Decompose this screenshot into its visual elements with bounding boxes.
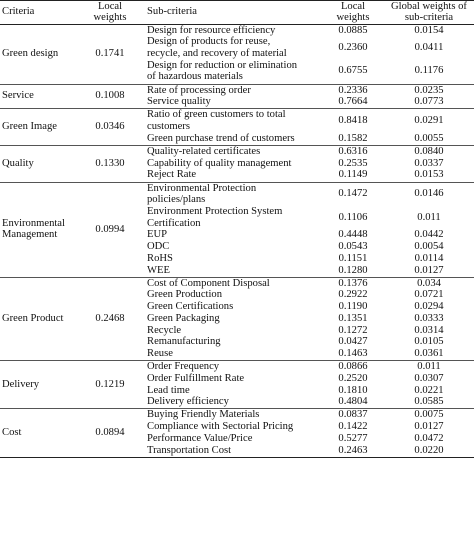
criterion-local-weight: 0.1008 <box>95 90 125 102</box>
sub-criterion-global-weight: 0.0105 <box>414 336 444 348</box>
sub-criterion-name: Reject Rate <box>147 169 197 181</box>
header-local-weights: Local weights <box>93 1 127 23</box>
criterion-local-weight: 0.0894 <box>95 426 125 438</box>
sub-criterion-name: Cost of Component Disposal <box>147 277 270 289</box>
criterion-local-weight: 0.2468 <box>95 312 125 324</box>
sub-criterion-global-weight: 0.0411 <box>414 42 444 54</box>
sub-criterion-global-weight: 0.0127 <box>414 264 444 276</box>
sub-criterion-local-weight: 0.2360 <box>338 42 368 54</box>
sub-criterion-local-weight: 0.2535 <box>338 157 368 169</box>
sub-criterion-local-weight: 0.4804 <box>338 396 368 408</box>
sub-criterion-name: Quality-related certificates <box>147 146 261 157</box>
sub-criterion-local-weight: 0.2922 <box>338 289 368 301</box>
sub-criterion-global-weight: 0.0314 <box>414 324 444 336</box>
criterion-name: Environmental <box>2 217 65 229</box>
sub-criterion-name: Certification <box>147 217 201 229</box>
sub-criterion-local-weight: 0.1463 <box>338 347 368 359</box>
sub-criterion-global-weight: 0.0333 <box>414 312 444 324</box>
table-rule <box>0 457 474 458</box>
sub-criterion-name: Environment Protection System <box>147 206 283 217</box>
header-criteria: Criteria <box>2 6 35 17</box>
sub-criterion-local-weight: 0.1810 <box>338 384 368 396</box>
sub-criterion-local-weight: 0.1472 <box>338 188 368 200</box>
sub-criterion-local-weight: 0.1582 <box>338 132 368 144</box>
sub-criterion-global-weight: 0.0054 <box>414 241 444 253</box>
criterion-local-weight: 0.1741 <box>95 47 125 59</box>
sub-criterion-local-weight: 0.2336 <box>338 84 368 96</box>
sub-criterion-local-weight: 0.1280 <box>338 264 368 276</box>
sub-criterion-local-weight: 0.4448 <box>338 229 368 241</box>
criterion-local-weight: 0.0346 <box>95 121 125 133</box>
sub-criterion-global-weight: 0.0307 <box>414 372 444 384</box>
sub-criterion-global-weight: 0.0235 <box>414 84 444 96</box>
sub-criterion-global-weight: 0.0075 <box>414 409 444 421</box>
sub-criterion-name: Rate of processing order <box>147 84 251 96</box>
sub-criterion-local-weight: 0.6755 <box>338 65 368 77</box>
sub-criterion-global-weight: 0.0361 <box>414 347 444 359</box>
sub-criterion-global-weight: 0.0294 <box>414 301 444 313</box>
criterion-local-weight: 0.1219 <box>95 378 125 390</box>
criterion-local-weight: 0.0994 <box>95 223 125 235</box>
sub-criterion-global-weight: 0.0472 <box>414 432 444 444</box>
sub-criterion-local-weight: 0.0427 <box>338 336 368 348</box>
sub-criterion-local-weight: 0.1422 <box>338 421 368 433</box>
sub-criterion-name: Performance Value/Price <box>147 432 253 444</box>
sub-criterion-local-weight: 0.1106 <box>338 211 368 223</box>
sub-criterion-name: of hazardous materials <box>147 71 243 83</box>
criterion-name: Service <box>2 90 34 102</box>
sub-criterion-name: customers <box>147 121 190 133</box>
sub-criterion-name: Buying Friendly Materials <box>147 409 260 421</box>
sub-criterion-name: recycle, and recovery of material <box>147 47 287 59</box>
sub-criterion-name: Green Packaging <box>147 312 220 324</box>
sub-criterion-name: Reuse <box>147 347 173 359</box>
sub-criterion-global-weight: 0.0337 <box>414 157 444 169</box>
criterion-local-weight: 0.1330 <box>95 157 125 169</box>
sub-criterion-global-weight: 0.0146 <box>414 188 444 200</box>
header-sub-criteria: Sub-criteria <box>147 6 198 17</box>
sub-criterion-local-weight: 0.1272 <box>338 324 368 336</box>
sub-criterion-name: Design of products for reuse, <box>147 36 271 48</box>
sub-criterion-global-weight: 0.0840 <box>414 146 444 157</box>
sub-criterion-name: ODC <box>147 241 170 253</box>
criterion-name: Green Image <box>2 121 57 133</box>
criterion-name: Green Product <box>2 312 64 324</box>
sub-criterion-name: Recycle <box>147 324 182 336</box>
header-global-weights: Global weights of sub-criteria <box>391 1 467 23</box>
criterion-name: Quality <box>2 157 34 169</box>
sub-criterion-local-weight: 0.6316 <box>338 146 368 157</box>
sub-criterion-name: Design for reduction or elimination <box>147 59 298 71</box>
sub-criterion-global-weight: 0.0154 <box>414 24 444 36</box>
criterion-name: Cost <box>2 426 22 438</box>
sub-criterion-global-weight: 0.0721 <box>414 289 444 301</box>
sub-criterion-global-weight: 0.1176 <box>414 65 444 77</box>
sub-criterion-name: Ratio of green customers to total <box>147 109 286 121</box>
sub-criterion-name: Lead time <box>147 384 190 396</box>
sub-criterion-name: Design for resource efficiency <box>147 24 276 36</box>
sub-criterion-name: Order Fulfillment Rate <box>147 372 245 384</box>
sub-criterion-global-weight: 0.0773 <box>414 96 444 108</box>
sub-criterion-local-weight: 0.1151 <box>338 252 368 264</box>
sub-criterion-local-weight: 0.1376 <box>338 277 368 289</box>
sub-criterion-name: WEE <box>147 264 170 276</box>
sub-criterion-global-weight: 0.0153 <box>414 169 444 181</box>
sub-criterion-name: Green Production <box>147 289 223 301</box>
sub-criterion-global-weight: 0.011 <box>417 211 441 223</box>
sub-criterion-local-weight: 0.0866 <box>338 361 368 373</box>
criterion-name: Delivery <box>2 378 40 390</box>
sub-criterion-local-weight: 0.7664 <box>338 96 368 108</box>
sub-criterion-global-weight: 0.0585 <box>414 396 444 408</box>
sub-criterion-name: Environmental Protection <box>147 182 257 194</box>
sub-criterion-name: Green Certifications <box>147 301 234 313</box>
sub-criterion-name: Order Frequency <box>147 361 220 373</box>
sub-criterion-local-weight: 0.5277 <box>338 432 368 444</box>
criterion-name: Management <box>2 229 58 241</box>
sub-criterion-name: Service quality <box>147 96 211 108</box>
sub-criterion-name: Delivery efficiency <box>147 396 229 408</box>
sub-criterion-global-weight: 0.0442 <box>414 229 444 241</box>
sub-criterion-local-weight: 0.1149 <box>338 169 368 181</box>
sub-criterion-global-weight: 0.0221 <box>414 384 444 396</box>
sub-criterion-local-weight: 0.2520 <box>338 372 368 384</box>
sub-criterion-local-weight: 0.1190 <box>338 301 368 313</box>
sub-criterion-name: Capability of quality management <box>147 157 292 169</box>
sub-criterion-global-weight: 0.011 <box>417 361 441 373</box>
sub-criterion-global-weight: 0.0291 <box>414 115 444 127</box>
sub-criterion-name: Remanufacturing <box>147 336 221 348</box>
sub-criterion-global-weight: 0.0220 <box>414 444 444 456</box>
sub-criterion-local-weight: 0.0885 <box>338 24 368 36</box>
sub-criterion-name: Compliance with Sectorial Pricing <box>147 421 294 433</box>
sub-criterion-name: policies/plans <box>147 194 206 206</box>
criterion-name: Green design <box>2 47 59 59</box>
sub-criterion-local-weight: 0.8418 <box>338 115 368 127</box>
sub-criterion-name: Transportation Cost <box>147 444 232 456</box>
sub-criterion-global-weight: 0.034 <box>417 277 441 289</box>
sub-criterion-name: EUP <box>147 229 168 241</box>
header-sub-local-weights: Local weights <box>336 1 370 23</box>
sub-criterion-local-weight: 0.2463 <box>338 444 368 456</box>
sub-criterion-local-weight: 0.1351 <box>338 312 368 324</box>
sub-criterion-global-weight: 0.0055 <box>414 132 444 144</box>
sub-criterion-name: RoHS <box>147 252 173 264</box>
sub-criterion-global-weight: 0.0127 <box>414 421 444 433</box>
sub-criterion-name: Green purchase trend of customers <box>147 132 295 144</box>
sub-criterion-local-weight: 0.0837 <box>338 409 368 421</box>
sub-criterion-local-weight: 0.0543 <box>338 241 368 253</box>
table-rule <box>0 0 474 1</box>
sub-criterion-global-weight: 0.0114 <box>414 252 444 264</box>
